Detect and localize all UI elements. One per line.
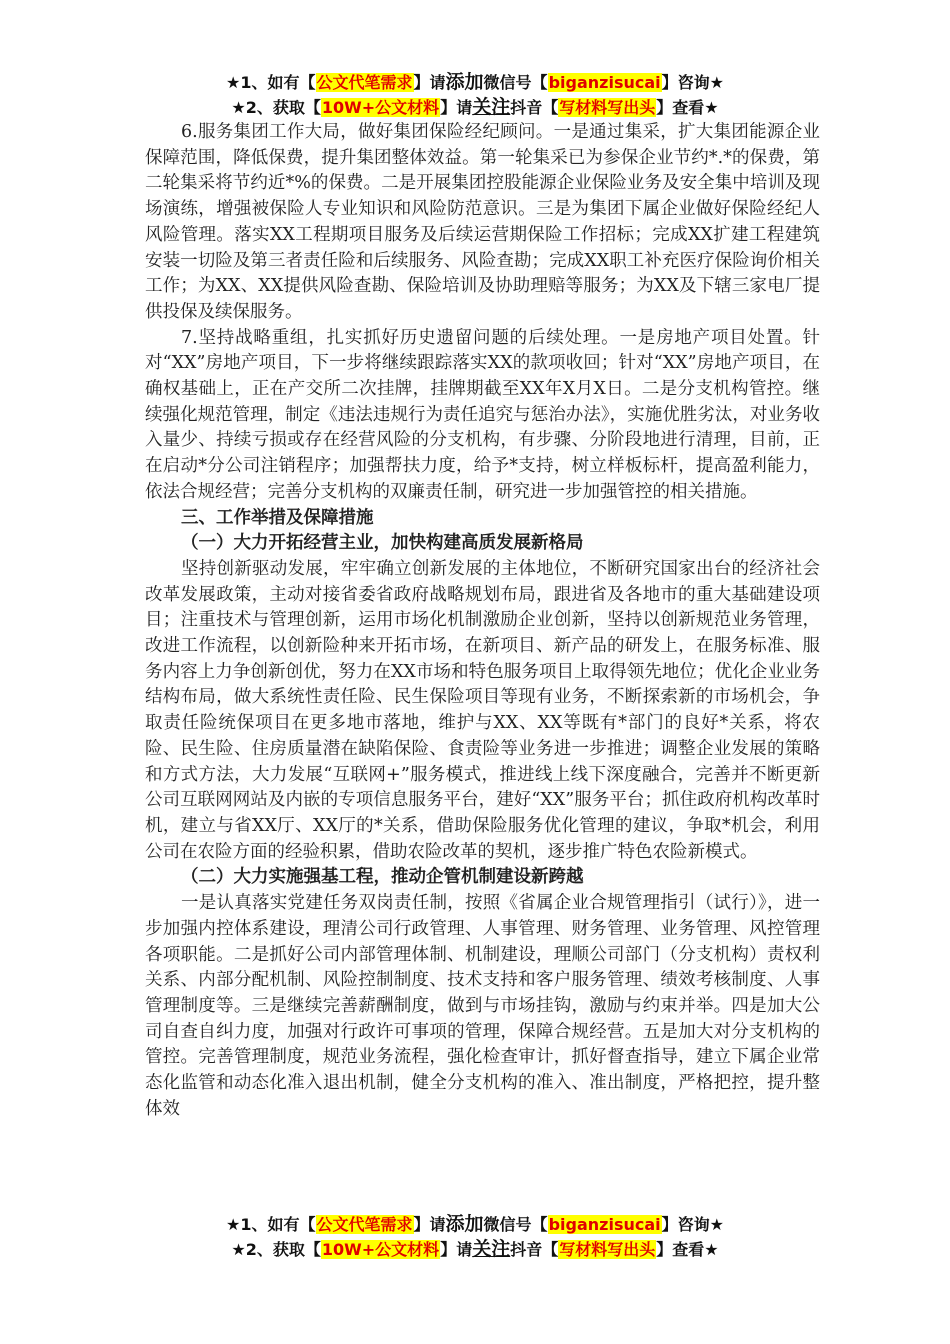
promo-banner-top — [0, 70, 950, 120]
promo-text: 】查看★ — [656, 1240, 719, 1259]
promo-banner-bottom — [0, 1212, 950, 1262]
promo-emphasis: 添加 — [445, 71, 484, 93]
promo-line-2 — [0, 95, 950, 120]
promo-line-2 — [0, 1237, 950, 1262]
promo-text: 】咨询★ — [661, 1215, 724, 1234]
promo-text: 】请 — [440, 1240, 473, 1259]
promo-text: 微信号【 — [483, 73, 548, 92]
subsection-heading-2: （二）大力实施强基工程，推动企管机制建设新跨越 — [181, 867, 584, 888]
promo-text: ★2、获取【 — [231, 98, 321, 117]
promo-text: 】请 — [413, 1215, 446, 1234]
promo-text: 抖音【 — [510, 98, 559, 117]
promo-highlight: 10W+公文材料 — [321, 98, 440, 117]
paragraph-7: 7.坚持战略重组，扎实抓好历史遗留问题的后续处理。一是房地产项目处置。针对“XX”房地产项目，下一步将继续跟踪落实XX的款项收回；针对“XX”房地产项目，在确权基础上，正在产交所二次挂牌，挂牌期截至XX年X月X日。二是分支机构管控。继续强化规范管理，制定《违法违规行为责任追究与惩治办法》，实施优胜劣汰，对业务收入量少、持续亏损或存在经营风险的分支机构，有步骤、分阶段地进行清理，目前，正在启动*分公司注销程序；加强帮扶力度，给予*支持，树立样板标杆，提高盈利能力，依法合规经营；完善分支机构的双廉责任制，研究进一步加强管控的相关措施。 — [145, 327, 820, 502]
promo-line-1 — [0, 1212, 950, 1237]
promo-text: 】查看★ — [656, 98, 719, 117]
section-heading-3: 三、工作举措及保障措施 — [181, 507, 374, 528]
promo-highlight: 10W+公文材料 — [321, 1240, 440, 1259]
promo-text: 】咨询★ — [661, 73, 724, 92]
promo-douyin-id: 写材料写出头 — [559, 98, 656, 117]
paragraph-management: 一是认真落实党建任务双岗责任制，按照《省属企业合规管理指引（试行）》，进一步加强内控体系建设，理清公司行政管理、人事管理、财务管理、业务管理、风控管理各项职能。二是抓好公司内部管理体制、机制建设，理顺公司部门（分支机构）责权利关系、内部分配机制、风险控制制度、技术支持和客户服务管理、绩效考核制度、人事管理制度等。三是继续完善薪酬制度，做到与市场挂钩，激励与约束并举。四是加大公司自查自纠力度，加强对行政许可事项的管理，保障合规经营。五是加大对分支机构的管控。完善管理制度，规范业务流程，强化检查审计，抓好督查指导，建立下属企业常态化监管和动态化准入退出机制，健全分支机构的准入、准出制度，严格把控，提升整体效 — [145, 893, 820, 1119]
promo-text: 】请 — [440, 98, 473, 117]
promo-text: ★2、获取【 — [231, 1240, 321, 1259]
paragraph-innovation: 坚持创新驱动发展，牢牢确立创新发展的主体地位，不断研究国家出台的经济社会改革发展政策，主动对接省委省政府战略规划布局，跟进省及各地市的重大基础建设项目；注重技术与管理创新，运用市场化机制激励企业创新，坚持以创新规范业务管理，改进工作流程，以创新险种来开拓市场，在新项目、新产品的研发上，在服务标准、服务内容上力争创新创优，努力在XX市场和特色服务项目上取得领先地位；优化企业业务结构布局，做大系统性责任险、民生保险项目等现有业务，不断探索新的市场机会，争取责任险统保项目在更多地市落地，维护与XX、XX等既有*部门的良好*关系，将农险、民生险、住房质量潜在缺陷保险、食责险等业务进一步推进；调整企业发展的策略和方式方法，大力发展“互联网+”服务模式，推进线上线下深度融合，完善并不断更新公司互联网网站及内嵌的专项信息服务平台，建好“XX”服务平台；抓住政府机构改革时机，建立与省XX厅、XX厅的*关系，借助保险服务优化管理的建议，争取*机会，利用公司在农险方面的经验积累，借助农险改革的契机，逐步推广特色农险新模式。 — [145, 558, 820, 862]
promo-line-1 — [0, 70, 950, 95]
promo-wechat-id: biganzisucai — [548, 1215, 661, 1234]
promo-emphasis: 关注 — [472, 1238, 511, 1260]
promo-text: ★1、如有【 — [226, 1215, 316, 1234]
promo-wechat-id: biganzisucai — [548, 73, 661, 92]
promo-text: 】请 — [413, 73, 446, 92]
promo-emphasis: 添加 — [445, 1213, 484, 1235]
subsection-heading-1: （一）大力开拓经营主业，加快构建高质发展新格局 — [181, 533, 584, 554]
promo-text: 微信号【 — [483, 1215, 548, 1234]
promo-highlight: 公文代笔需求 — [316, 73, 413, 92]
paragraph-6: 6.服务集团工作大局，做好集团保险经纪顾问。一是通过集采，扩大集团能源企业保障范围，降低保费，提升集团整体效益。第一轮集采已为参保企业节约*.*的保费，第二轮集采将节约近*%的保费。二是开展集团控股能源企业保险业务及安全集中培训及现场演练，增强被保险人专业知识和风险防范意识。三是为集团下属企业做好保险经纪人风险管理。落实XX工程期项目服务及后续运营期保险工作招标；完成XX扩建工程建筑安装一切险及第三者责任险和后续服务、风险查勘；完成XX职工补充医疗保险询价相关工作；为XX、XX提供风险查勘、保险培训及协助理赔等服务；为XX及下辖三家电厂提供投保及续保服务。 — [145, 122, 820, 322]
document-body — [145, 120, 820, 1122]
promo-text: ★1、如有【 — [226, 73, 316, 92]
promo-text: 抖音【 — [510, 1240, 559, 1259]
promo-highlight: 公文代笔需求 — [316, 1215, 413, 1234]
promo-emphasis: 关注 — [472, 96, 511, 118]
promo-douyin-id: 写材料写出头 — [559, 1240, 656, 1259]
